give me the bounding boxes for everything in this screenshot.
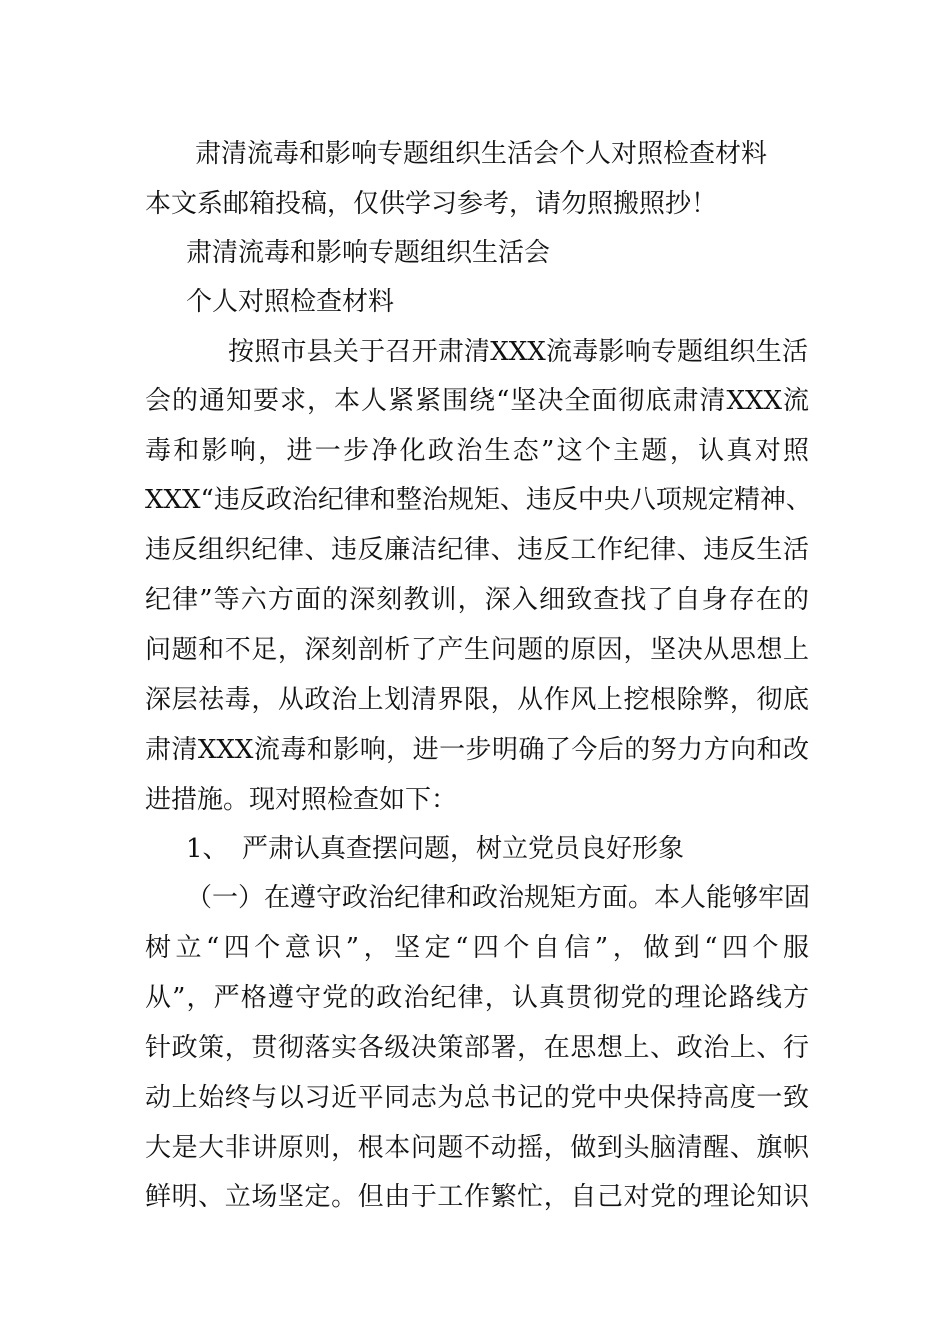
subtitle-meeting: 肃清流毒和影响专题组织生活会 bbox=[186, 238, 551, 268]
paragraph-line: 动上始终与以习近平同志为总书记的党中央保持高度一致 bbox=[145, 1083, 809, 1113]
document-title: 肃清流毒和影响专题组织生活会个人对照检查材料 bbox=[195, 139, 768, 169]
paragraph-line: 毒和影响，进一步净化政治生态”这个主题，认真对照 bbox=[145, 436, 809, 466]
paragraph-line: 按照市县关于召开肃清XXX流毒影响专题组织生活 bbox=[228, 337, 808, 367]
paragraph-line: 鲜明、立场坚定。但由于工作繁忙，自己对党的理论知识 bbox=[145, 1182, 809, 1212]
submission-notice: 本文系邮箱投稿，仅供学习参考，请勿照搬照抄！ bbox=[145, 189, 718, 219]
paragraph-line: （一）在遵守政治纪律和政治规矩方面。本人能够牢固 bbox=[186, 883, 811, 913]
paragraph-line: 深层祛毒，从政治上划清界限，从作风上挖根除弊，彻底 bbox=[145, 685, 809, 715]
paragraph-line: 进措施。现对照检查如下： bbox=[145, 785, 458, 815]
paragraph-line: 树立“四个意识”，坚定“四个自信”，做到“四个服 bbox=[145, 933, 809, 963]
paragraph-line: 肃清XXX流毒和影响，进一步明确了今后的努力方向和改 bbox=[145, 735, 809, 765]
paragraph-line: 违反组织纪律、违反廉洁纪律、违反工作纪律、违反生活 bbox=[145, 535, 809, 565]
paragraph-line: 问题和不足，深刻剖析了产生问题的原因，坚决从思想上 bbox=[145, 635, 809, 665]
paragraph-line: 针政策，贯彻落实各级决策部署，在思想上、政治上、行 bbox=[145, 1033, 809, 1063]
paragraph-line: 大是大非讲原则，根本问题不动摇，做到头脑清醒、旗帜 bbox=[145, 1133, 809, 1163]
paragraph-line: XXX“违反政治纪律和整治规矩、违反中央八项规定精神、 bbox=[145, 485, 812, 515]
section-title: 严肃认真查摆问题，树立党员良好形象 bbox=[242, 834, 685, 864]
section-heading bbox=[186, 832, 850, 866]
section-number: 1、 bbox=[186, 834, 229, 864]
subtitle-material: 个人对照检查材料 bbox=[186, 287, 395, 317]
paragraph-line: 纪律”等六方面的深刻教训，深入细致查找了自身存在的 bbox=[145, 585, 809, 615]
paragraph-line: 会的通知要求，本人紧紧围绕“坚决全面彻底肃清XXX流 bbox=[145, 386, 809, 416]
paragraph-line: 从”，严格遵守党的政治纪律，认真贯彻党的理论路线方 bbox=[145, 983, 809, 1013]
